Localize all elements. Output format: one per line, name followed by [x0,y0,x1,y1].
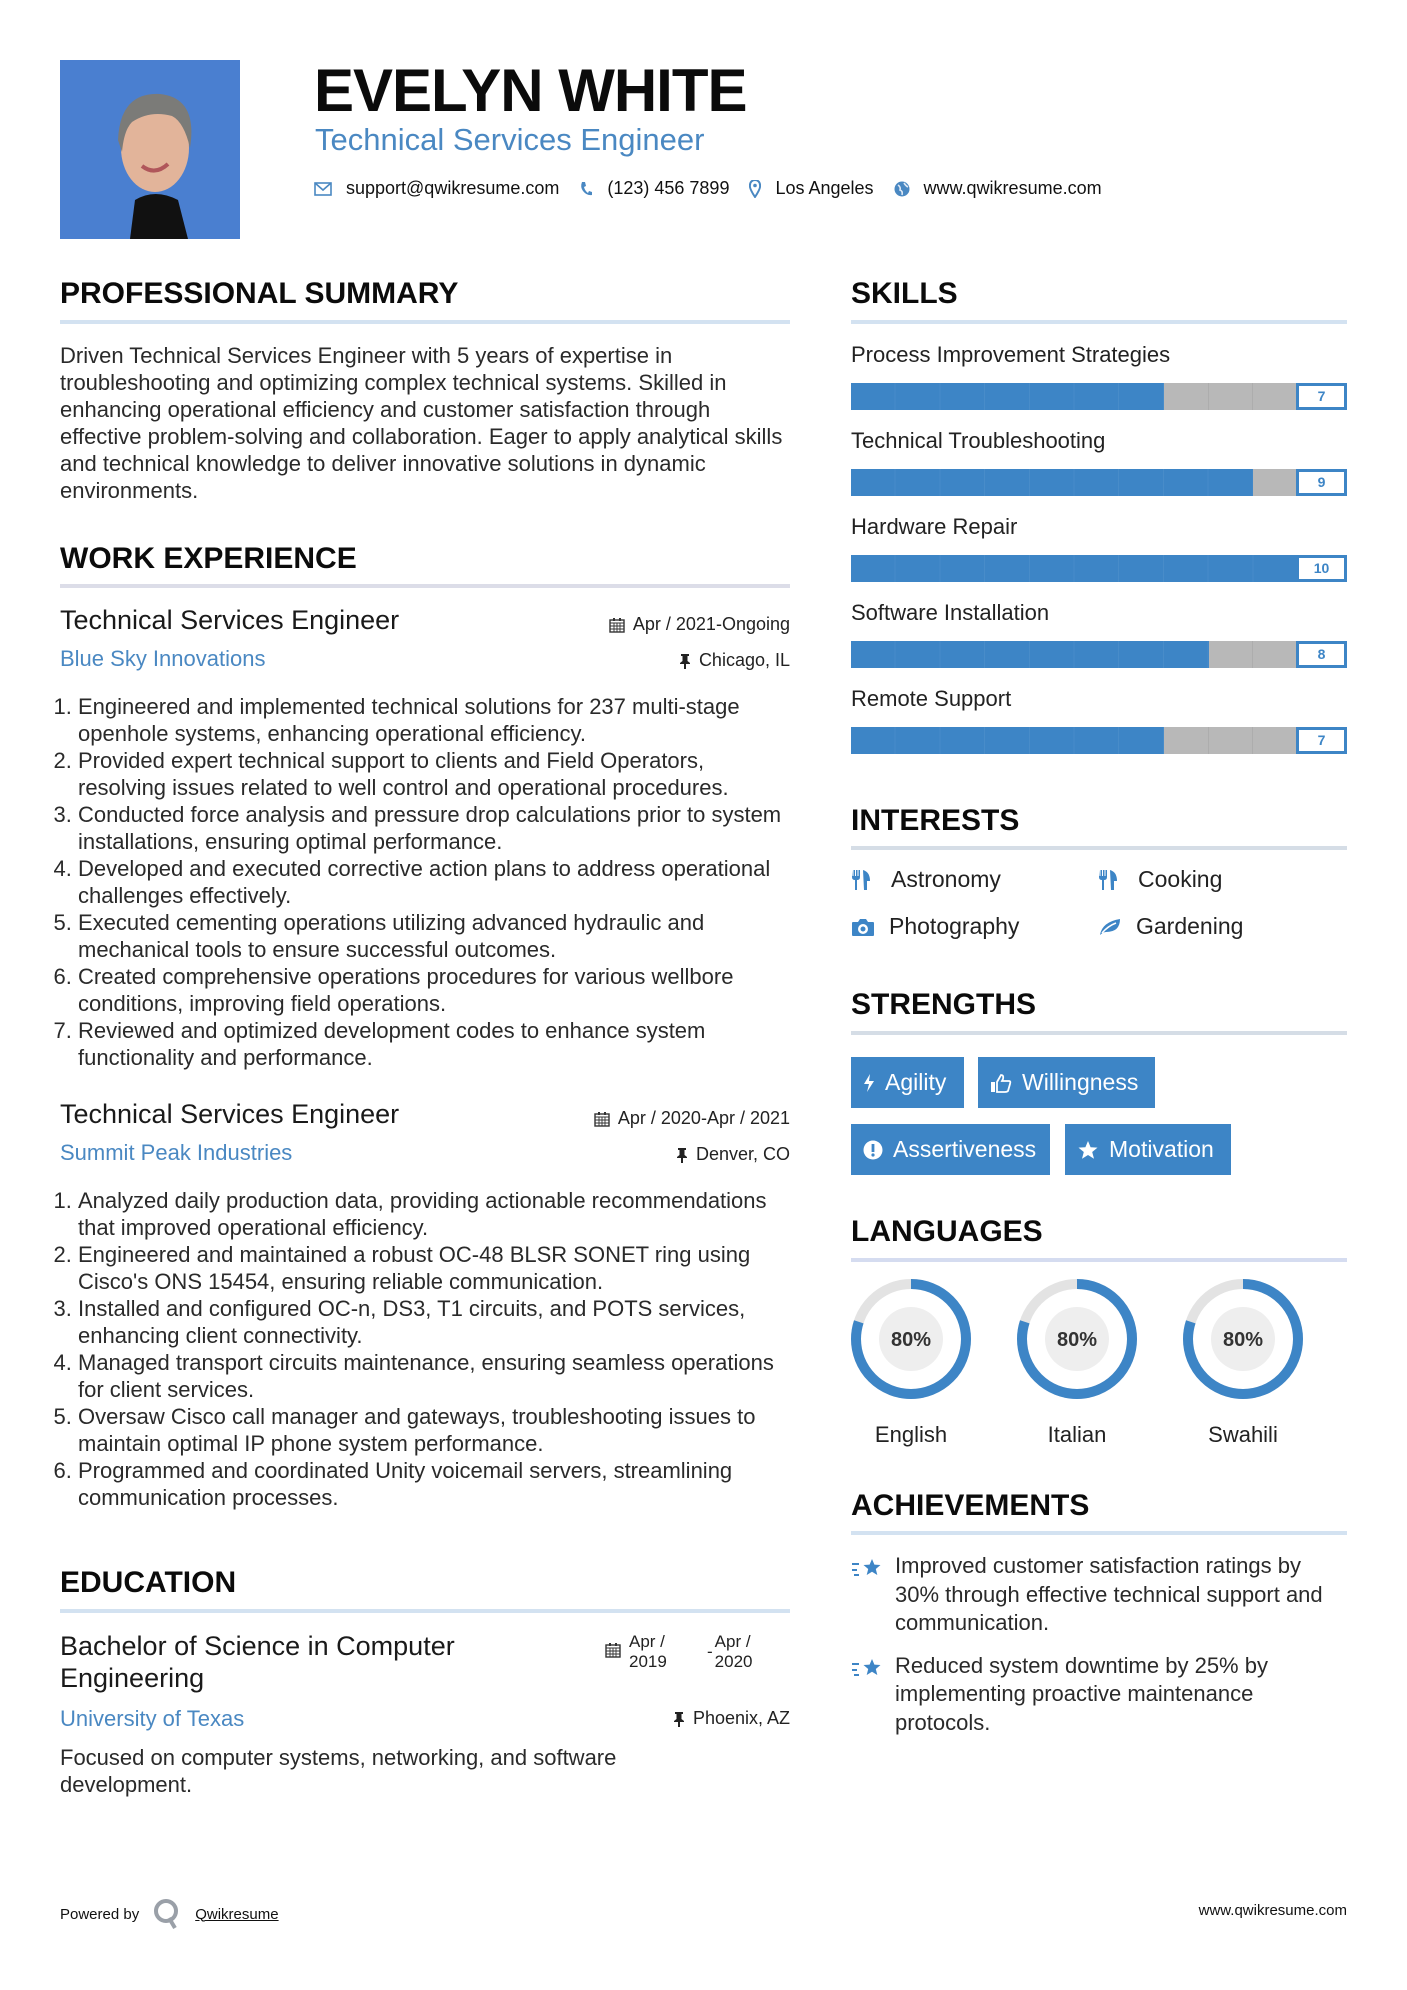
languages-rule [851,1258,1347,1262]
calendar-icon [605,1642,621,1658]
strength-label: Agility [885,1069,947,1095]
skill-label: Remote Support [851,686,1012,711]
summary-text: Driven Technical Services Engineer with 5 years of expertise in troubleshooting and optimizing complex technical systems. Skilled in enhancing operational efficiency and customer satisfaction through effective problem-solving and collaboration. Eager to apply analytical skills and technical knowledge to deliver innovative solutions in dynamic environments. [60,343,783,503]
skill-item [851,342,1347,428]
skill-score: 7 [1296,383,1347,410]
strength-label: Willingness [1022,1069,1139,1095]
language-percent: 80% [1222,1329,1264,1351]
job-bullets [60,693,790,1071]
skill-score: 10 [1296,555,1347,582]
languages-heading: LANGUAGES [851,1215,1043,1248]
language-label: Swahili [1208,1422,1278,1447]
list-item: 7. Reviewed and optimized development codes to enhance system functionality and performance. [78,1017,790,1071]
strengths-list [851,1057,1347,1177]
phone-icon [579,181,593,197]
list-item: 5. Oversaw Cisco call manager and gateways, troubleshooting issues to maintain optimal IP phone system performance. [78,1403,790,1457]
education-location [673,1708,790,1729]
education-start: Apr / 2019 [629,1632,667,1671]
interest-item [1098,866,1222,893]
footer-powered [60,1898,279,1930]
interest-label: Gardening [1136,913,1244,939]
calendar-icon [609,617,625,633]
exclamation-circle-icon [863,1140,883,1160]
experience-rule [60,584,790,588]
skill-item [851,600,1347,686]
company-name[interactable]: Blue Sky Innovations [60,646,266,671]
leaf-icon [1098,918,1124,936]
skill-fill [851,469,1253,496]
summary-heading: PROFESSIONAL SUMMARY [60,277,459,310]
language-percent: 80% [1056,1329,1098,1351]
strength-label: Motivation [1109,1136,1214,1162]
skill-fill [851,383,1164,410]
job-dates-text: Apr / 2020-Apr / 2021 [617,1108,790,1128]
skill-score: 7 [1296,727,1347,754]
language-ring [1182,1278,1304,1400]
achievement-text: Improved customer satisfaction ratings by 30% through effective technical support and communication. [895,1553,1323,1635]
globe-icon [894,181,910,197]
achievements-heading: ACHIEVEMENTS [851,1489,1090,1522]
language-ring [1016,1278,1138,1400]
job-entry [60,604,790,1071]
pushpin-icon [679,653,691,669]
list-item: 3. Installed and configured OC-n, DS3, T1 circuits, and POTS services, enhancing client connectivity. [78,1295,790,1349]
date-separator: - [707,1642,713,1661]
brand-link[interactable]: Qwikresume [195,1905,279,1923]
job-entry [60,1098,790,1511]
languages-list [850,1278,1346,1458]
education-dates [605,1632,765,1672]
contact-phone[interactable]: (123) 456 7899 [607,178,730,198]
education-rule [60,1609,790,1613]
interest-label: Photography [889,913,1020,939]
language-item [850,1278,972,1448]
strengths-heading: STRENGTHS [851,988,1037,1021]
interest-item [851,866,1001,893]
job-dates-text: Apr / 2021-Ongoing [632,614,790,634]
skill-bar [851,641,1347,668]
job-location [679,650,790,671]
contact-location: Los Angeles [775,178,874,198]
shooting-star-icon [851,1652,895,1738]
skill-bar [851,383,1347,410]
envelope-icon [314,182,332,196]
job-location-text: Denver, CO [695,1144,790,1164]
shooting-star-icon [851,1552,895,1638]
calendar-icon [594,1111,610,1127]
interest-label: Cooking [1138,866,1223,892]
skill-bar [851,469,1347,496]
strength-badge [978,1057,1155,1108]
achievements-list [851,1552,1347,1737]
skill-label: Hardware Repair [851,514,1018,539]
list-item: 1. Engineered and implemented technical solutions for 237 multi-stage openhole systems, enhancing operational efficiency. [78,693,790,747]
footer-website[interactable]: www.qwikresume.com [1198,1902,1347,1919]
summary-rule [60,320,790,324]
education-heading: EDUCATION [60,1566,237,1599]
list-item: 6. Created comprehensive operations procedures for various wellbore conditions, improving field operations. [78,963,790,1017]
education-description: Focused on computer systems, networking, and software development. [60,1745,617,1797]
education-location-text: Phoenix, AZ [692,1708,790,1728]
skill-fill [851,727,1164,754]
map-marker-icon [749,180,761,198]
job-title: Technical Services Engineer [60,1099,400,1129]
pushpin-icon [676,1147,688,1163]
candidate-name: EVELYN WHITE [314,57,747,124]
skill-label: Software Installation [851,600,1050,625]
school-name[interactable]: University of Texas [60,1706,245,1731]
utensils-icon [1098,869,1126,891]
degree: Bachelor of Science in Computer Engineering [60,1631,455,1693]
skills-heading: SKILLS [851,277,958,310]
interest-label: Astronomy [891,866,1001,892]
interests-rule [851,846,1347,850]
utensils-icon [851,869,879,891]
strength-badge [851,1057,964,1108]
list-item: 6. Programmed and coordinated Unity voicemail servers, streamlining communication processes. [78,1457,790,1511]
company-name[interactable]: Summit Peak Industries [60,1140,293,1165]
job-bullets [60,1187,790,1511]
list-item: 1. Analyzed daily production data, providing actionable recommendations that improved operational efficiency. [78,1187,790,1241]
bolt-icon [863,1073,875,1093]
job-dates [609,614,790,635]
thumbs-up-icon [990,1073,1012,1093]
language-label: Italian [1047,1422,1107,1447]
contact-website[interactable]: www.qwikresume.com [923,178,1102,198]
achievement-item [851,1552,1347,1638]
profile-photo [60,60,240,239]
language-label: English [874,1422,948,1447]
star-icon [1077,1140,1099,1160]
skill-label: Technical Troubleshooting [851,428,1106,453]
achievement-item [851,1652,1347,1738]
strength-badge [851,1124,1050,1175]
candidate-title: Technical Services Engineer [315,122,705,157]
contact-email[interactable]: support@qwikresume.com [346,178,560,198]
skill-bar [851,555,1347,582]
interests-list [851,866,1347,956]
interests-heading: INTERESTS [851,804,1020,837]
list-item: 4. Developed and executed corrective action plans to address operational challenges effectively. [78,855,790,909]
strength-label: Assertiveness [893,1136,1037,1162]
skill-fill [851,555,1298,582]
skill-item [851,514,1347,600]
list-item: 3. Conducted force analysis and pressure drop calculations prior to system installations, ensuring optimal performance. [78,801,790,855]
list-item: 4. Managed transport circuits maintenance, ensuring seamless operations for client services. [78,1349,790,1403]
skills-list [851,342,1347,772]
language-ring [850,1278,972,1400]
job-location [676,1144,790,1165]
skills-rule [851,320,1347,324]
powered-by-label: Powered by [60,1905,140,1923]
list-item: 2. Engineered and maintained a robust OC-48 BLSR SONET ring using Cisco's ONS 15454, ensuring reliable communication. [78,1241,790,1295]
camera-icon [851,917,877,937]
avatar [60,60,240,239]
skill-item [851,428,1347,514]
skill-label: Process Improvement Strategies [851,342,1171,367]
interest-item [1098,913,1243,940]
job-location-text: Chicago, IL [698,650,790,670]
skill-fill [851,641,1209,668]
job-title: Technical Services Engineer [60,605,400,635]
education-entry [60,1630,790,1800]
language-item [1182,1278,1304,1448]
skill-bar [851,727,1347,754]
contact-bar [314,178,1122,199]
interest-item [851,913,1019,940]
skill-score: 9 [1296,469,1347,496]
qwikresume-logo-icon [153,1898,181,1930]
strength-badge [1065,1124,1231,1175]
language-percent: 80% [890,1329,932,1351]
skill-item [851,686,1347,772]
pushpin-icon [673,1711,685,1727]
job-dates [594,1108,790,1129]
experience-heading: WORK EXPERIENCE [60,542,357,575]
language-item [1016,1278,1138,1448]
education-end: Apr / 2020 [714,1632,753,1671]
achievement-text: Reduced system downtime by 25% by implementing proactive maintenance protocols. [895,1652,1268,1735]
list-item: 5. Executed cementing operations utilizing advanced hydraulic and mechanical tools to ensure successful outcomes. [78,909,790,963]
strengths-rule [851,1031,1347,1035]
list-item: 2. Provided expert technical support to clients and Field Operators, resolving issues related to well control and operational procedures. [78,747,790,801]
achievements-rule [851,1531,1347,1535]
skill-score: 8 [1296,641,1347,668]
